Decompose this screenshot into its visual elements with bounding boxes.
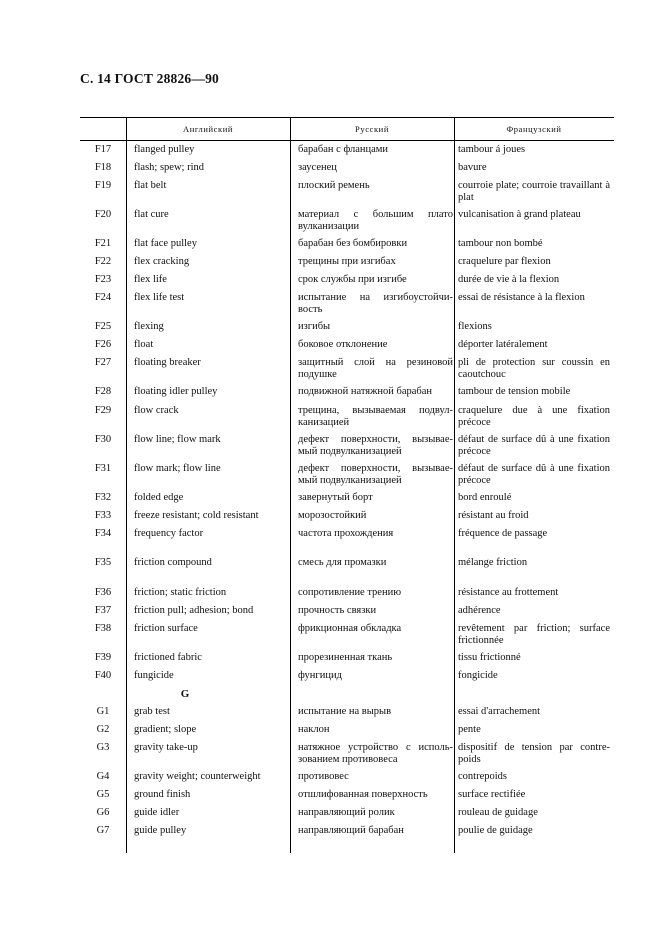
term-french: tissu frictionné: [458, 652, 521, 663]
term-code: F17: [94, 144, 112, 155]
term-russian: фунгицид: [298, 670, 342, 681]
term-french: pli de protection sur coussin en caoutchouc: [458, 357, 610, 380]
term-code: F30: [94, 434, 112, 445]
term-russian: сопротивление трению: [298, 587, 402, 598]
term-english: friction pull; adhesion; bond: [134, 605, 254, 616]
term-french: essai de résistance à la flexion: [458, 292, 585, 303]
column-divider: [290, 117, 291, 853]
term-code: F37: [94, 605, 112, 616]
term-code: F40: [94, 670, 112, 681]
term-english: flat face pulley: [134, 238, 197, 249]
term-russian: прочность связки: [298, 605, 377, 616]
term-russian: частота прохождения: [298, 528, 394, 539]
column-divider: [126, 117, 127, 853]
column-divider: [454, 117, 455, 853]
term-english: flexing: [134, 321, 164, 332]
glossary-table-header: [80, 117, 614, 141]
term-english: flex cracking: [134, 256, 190, 267]
term-english: flash; spew; rind: [134, 162, 204, 173]
term-french: courroie plate; courroie travaillant à plat: [458, 180, 610, 203]
term-code: F18: [94, 162, 112, 173]
term-russian: изгибы: [298, 321, 331, 332]
term-russian: дефект поверхности, вызывае-мый подвулканизацией: [298, 463, 453, 486]
term-french: poulie de guidage: [458, 825, 533, 836]
term-french: fréquence de passage: [458, 528, 548, 539]
term-code: G6: [96, 807, 110, 818]
term-code: F27: [94, 357, 112, 368]
term-english: flow crack: [134, 405, 179, 416]
term-code: F31: [94, 463, 112, 474]
term-english: flanged pulley: [134, 144, 195, 155]
col-header-english: Английский: [182, 124, 234, 134]
term-french: durée de vie à la flexion: [458, 274, 560, 285]
term-code: F28: [94, 386, 112, 397]
term-code: F35: [94, 557, 112, 568]
term-english: ground finish: [134, 789, 191, 800]
term-english: freeze resistant; cold resistant: [134, 510, 259, 521]
term-french: craquelure due à une fixation précoce: [458, 405, 610, 428]
section-letter-g: G: [180, 688, 190, 700]
term-english: frequency factor: [134, 528, 204, 539]
term-french: fongicide: [458, 670, 498, 681]
term-french: résistance au frottement: [458, 587, 559, 598]
col-header-french: Французский: [506, 124, 562, 134]
term-code: F29: [94, 405, 112, 416]
table-header-row: [80, 117, 614, 141]
term-code: G3: [96, 742, 110, 753]
term-russian: отшлифованная поверхность: [298, 789, 428, 800]
term-russian: морозостойкий: [298, 510, 367, 521]
term-french: pente: [458, 724, 481, 735]
term-english: friction; static friction: [134, 587, 227, 598]
term-code: F34: [94, 528, 112, 539]
term-english: flow line; flow mark: [134, 434, 221, 445]
term-english: floating breaker: [134, 357, 201, 368]
term-french: adhérence: [458, 605, 501, 616]
term-french: tambour á joues: [458, 144, 526, 155]
term-russian: прорезиненная ткань: [298, 652, 393, 663]
term-french: résistant au froid: [458, 510, 529, 521]
term-russian: фрикционная обкладка: [298, 623, 402, 634]
term-russian: испытание на вырыв: [298, 706, 392, 717]
term-english: guide pulley: [134, 825, 187, 836]
term-code: F20: [94, 209, 112, 220]
term-french: flexions: [458, 321, 492, 332]
term-english: friction surface: [134, 623, 198, 634]
term-english: flex life: [134, 274, 167, 285]
term-russian: смесь для промазки: [298, 557, 387, 568]
term-code: F32: [94, 492, 112, 503]
term-russian: дефект поверхности, вызывае-мый подвулканизацией: [298, 434, 453, 457]
term-french: vulcanisation à grand plateau: [458, 209, 581, 220]
term-english: flat cure: [134, 209, 169, 220]
term-russian: трещины при изгибах: [298, 256, 396, 267]
term-russian: направляющий ролик: [298, 807, 395, 818]
term-english: folded edge: [134, 492, 184, 503]
term-code: F22: [94, 256, 112, 267]
term-code: F19: [94, 180, 112, 191]
term-russian: направляющий барабан: [298, 825, 404, 836]
term-code: F33: [94, 510, 112, 521]
term-russian: боковое отклонение: [298, 339, 388, 350]
term-code: F21: [94, 238, 112, 249]
term-english: guide idler: [134, 807, 180, 818]
term-russian: защитный слой на резиновой подушке: [298, 357, 453, 380]
term-english: flat belt: [134, 180, 167, 191]
term-code: F26: [94, 339, 112, 350]
term-code: G2: [96, 724, 110, 735]
term-russian: барабан без бомбировки: [298, 238, 408, 249]
term-russian: заусенец: [298, 162, 337, 173]
term-russian: наклон: [298, 724, 330, 735]
term-french: craquelure par flexion: [458, 256, 551, 267]
term-english: gravity weight; counterweight: [134, 771, 261, 782]
term-french: mélange friction: [458, 557, 528, 568]
term-english: grab test: [134, 706, 170, 717]
term-english: gradient; slope: [134, 724, 197, 735]
term-code: F38: [94, 623, 112, 634]
term-code: F39: [94, 652, 112, 663]
term-code: F24: [94, 292, 112, 303]
term-russian: подвижной натяжной барабан: [298, 386, 433, 397]
term-english: friction compound: [134, 557, 212, 568]
term-french: défaut de surface dû à une fixation précoce: [458, 463, 610, 486]
term-russian: завернутый борт: [298, 492, 373, 503]
term-code: G5: [96, 789, 110, 800]
term-english: flow mark; flow line: [134, 463, 221, 474]
term-russian: противовес: [298, 771, 349, 782]
term-french: contrepoids: [458, 771, 507, 782]
term-english: floating idler pulley: [134, 386, 218, 397]
term-russian: барабан с фланцами: [298, 144, 389, 155]
term-russian: натяжное устройство с исполь-зованием противовеса: [298, 742, 453, 765]
term-russian: испытание на изгибоустойчи-вость: [298, 292, 453, 315]
term-code: G7: [96, 825, 110, 836]
term-english: float: [134, 339, 154, 350]
term-russian: материал с большим плато вулканизации: [298, 209, 453, 232]
term-french: tambour de tension mobile: [458, 386, 571, 397]
page-header: С. 14 ГОСТ 28826—90: [80, 71, 219, 86]
term-french: déporter latéralement: [458, 339, 548, 350]
term-french: bavure: [458, 162, 487, 173]
term-code: F23: [94, 274, 112, 285]
term-english: flex life test: [134, 292, 185, 303]
term-code: G1: [96, 706, 110, 717]
term-russian: срок службы при изгибе: [298, 274, 407, 285]
term-english: fungicide: [134, 670, 174, 681]
term-french: défaut de surface dû à une fixation précoce: [458, 434, 610, 457]
term-french: dispositif de tension par contre-poids: [458, 742, 610, 765]
term-russian: трещина, вызываемая подвул-канизацией: [298, 405, 453, 428]
term-english: gravity take-up: [134, 742, 198, 753]
term-code: F25: [94, 321, 112, 332]
term-russian: плоский ремень: [298, 180, 370, 191]
term-code: F36: [94, 587, 112, 598]
term-french: bord enroulé: [458, 492, 512, 503]
term-french: surface rectifiée: [458, 789, 526, 800]
col-header-russian: Русский: [355, 124, 389, 134]
term-french: revêtement par friction; surface frictionnée: [458, 623, 610, 646]
term-english: frictioned fabric: [134, 652, 202, 663]
term-french: tambour non bombé: [458, 238, 543, 249]
term-code: G4: [96, 771, 110, 782]
term-french: rouleau de guidage: [458, 807, 538, 818]
term-french: essai d'arrachement: [458, 706, 541, 717]
